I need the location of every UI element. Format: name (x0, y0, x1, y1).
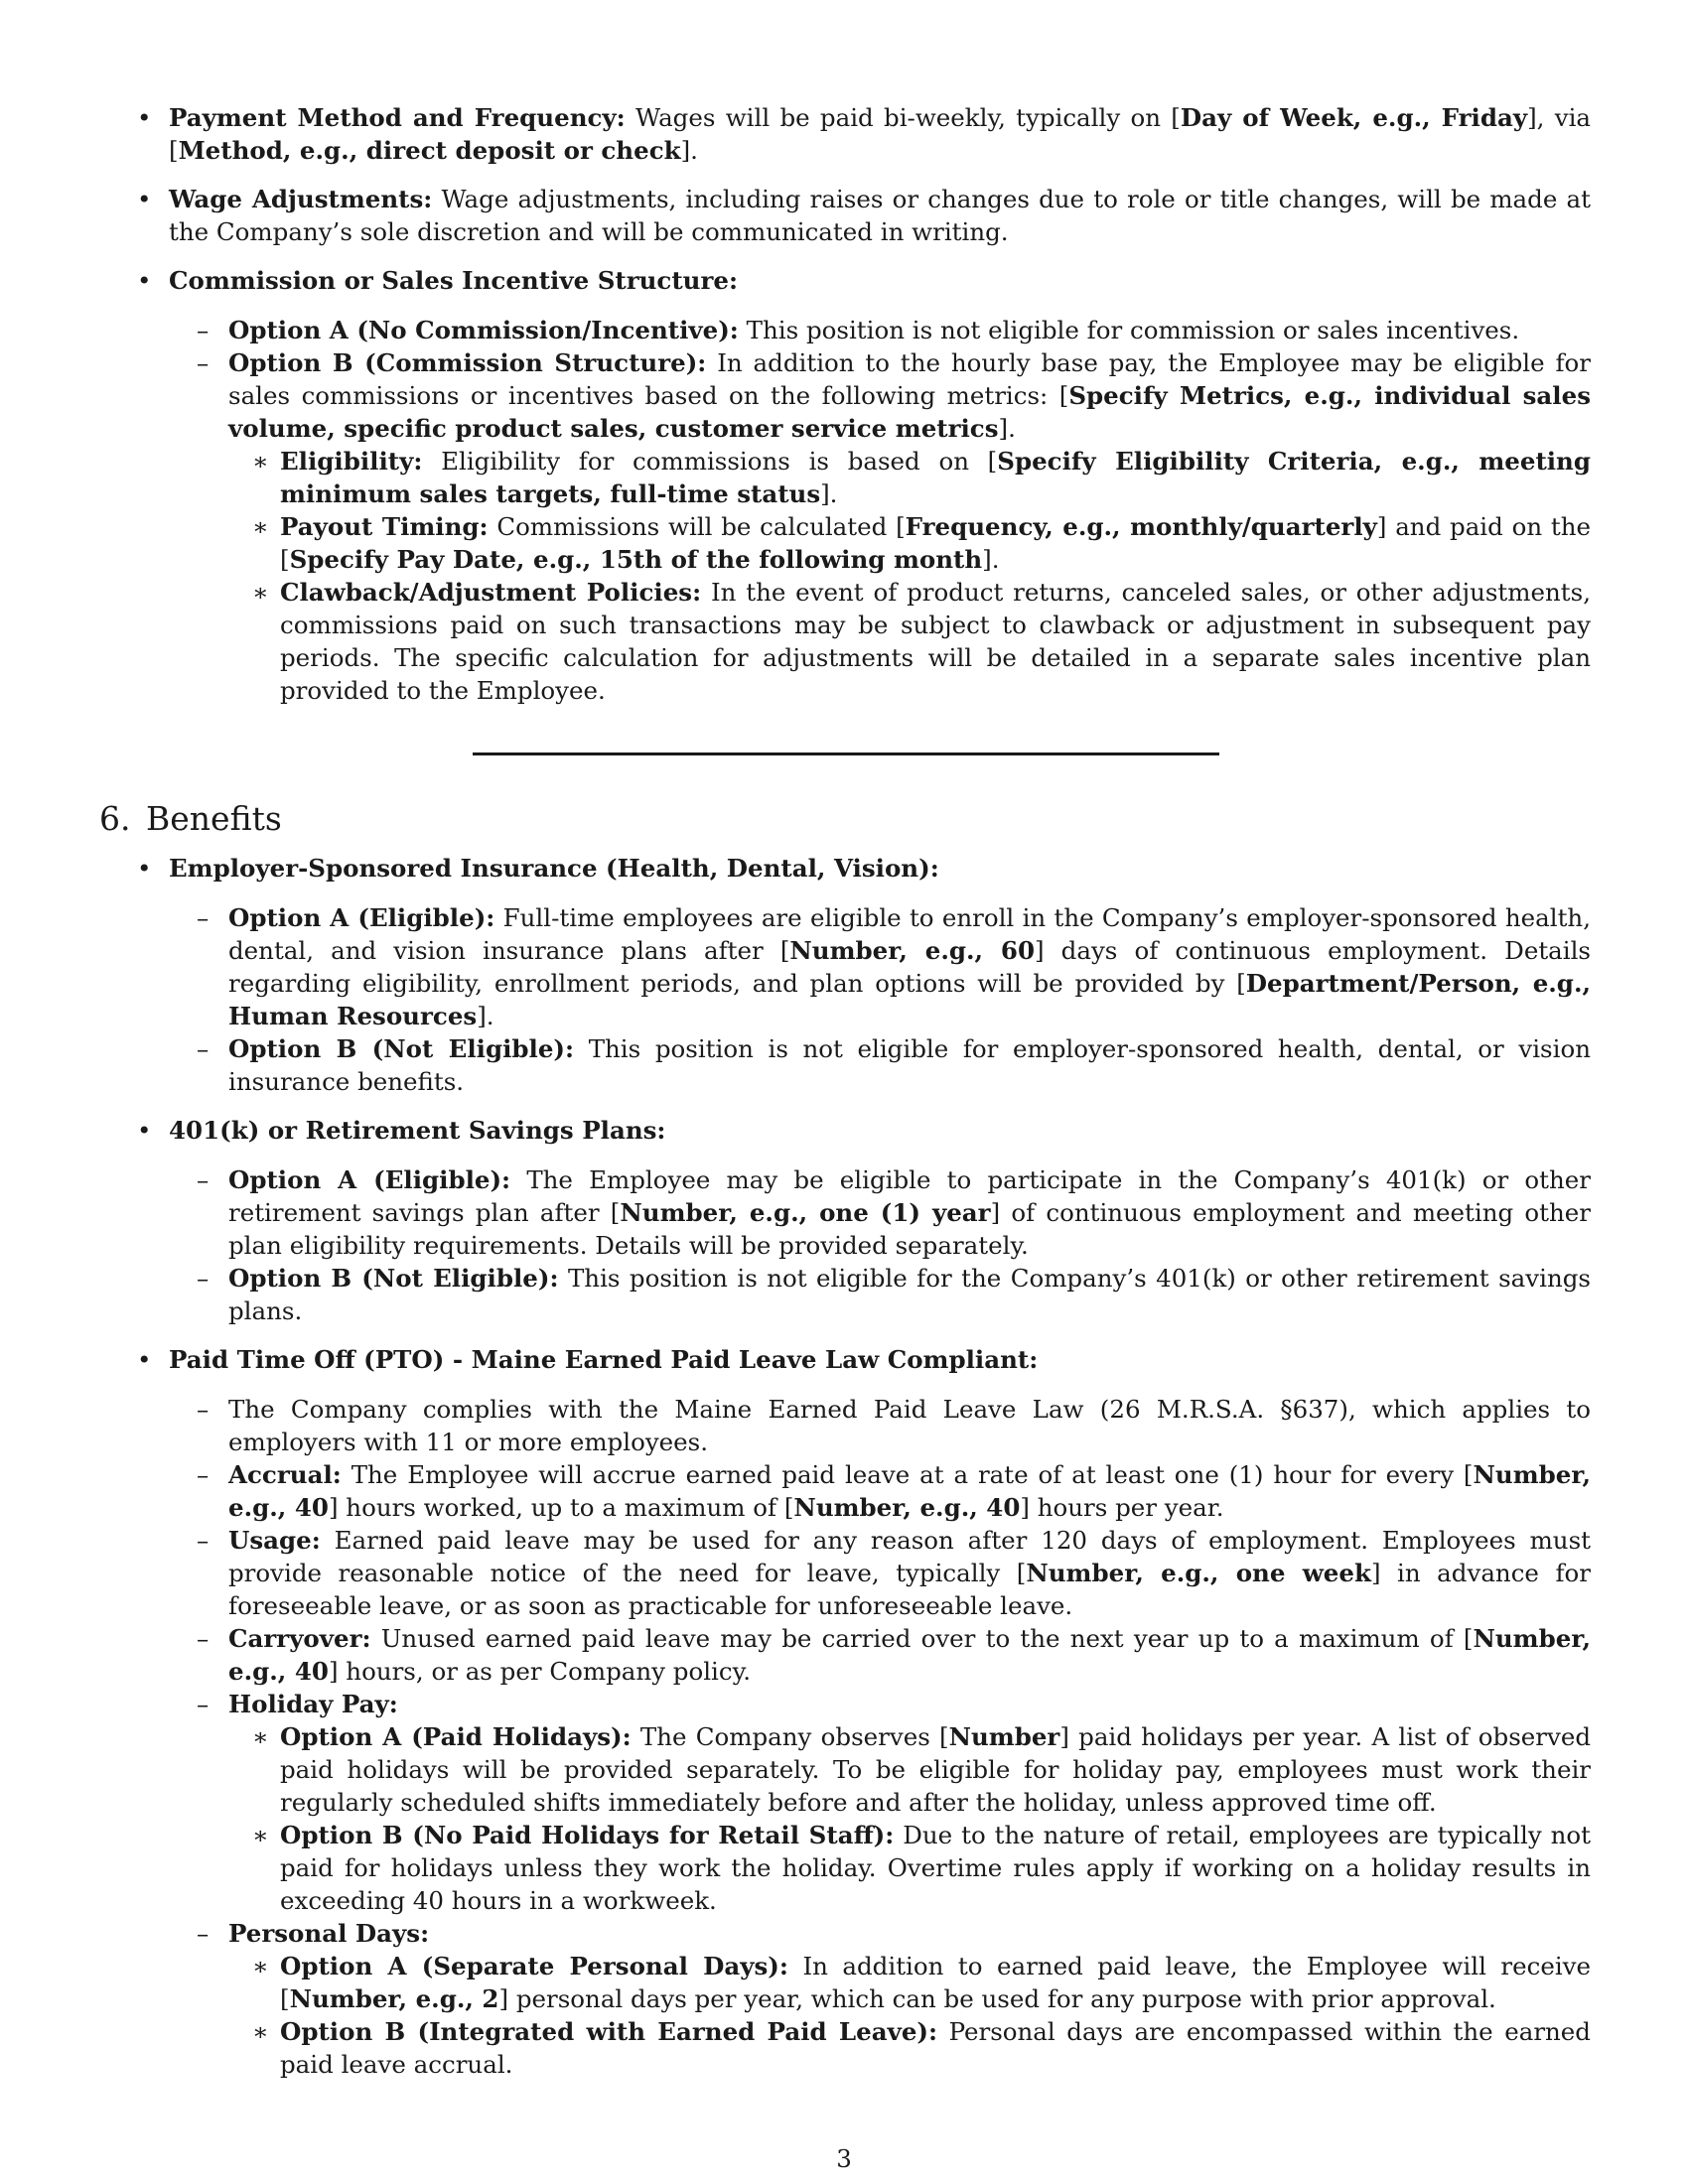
item-label: 401(k) or Retirement Savings Plans: (169, 1116, 666, 1145)
dash-marker: – (197, 1264, 210, 1293)
dash-marker: – (197, 1395, 210, 1424)
placeholder: Department/Person, e.g., Human Resources (228, 969, 1591, 1030)
sub-item-retirement-option-b: – Option B (Not Eligible): This position is not eligible for the Company’s 401(k) or other retirement savings plans. (197, 1264, 1591, 1325)
section-number: 6. (99, 799, 131, 838)
sub-item-retirement-option-a: – Option A (Eligible): The Employee may be eligible to participate in the Company’s 401(k) or other retirement savings plan after [Number, e.g., one (1) year] of continuous employment and meeting other plan eligibility requirements. Details will be provided separately. (197, 1165, 1591, 1260)
asterisk-marker: ∗ (252, 1722, 269, 1751)
placeholder: Number, e.g., 40 (228, 1460, 1591, 1522)
list-item-insurance (137, 852, 1591, 885)
asterisk-marker: ∗ (252, 1821, 269, 1849)
page-number: 3 (836, 2144, 852, 2173)
placeholder: Number, e.g., 2 (289, 1984, 499, 2013)
item-label: Payment Method and Frequency: (169, 103, 626, 132)
sub-item-pto-intro: – The Company complies with the Maine Earned Paid Leave Law (26 M.R.S.A. §637), which applies to employers with 11 or more employees. (197, 1395, 1591, 1456)
dash-marker: – (197, 903, 210, 932)
sub-sub-item-personal-option-a: ∗ Option A (Separate Personal Days): In addition to earned paid leave, the Employee will receive [Number, e.g., 2] personal days per year, which can be used for any purpose with prior approval. (252, 1952, 1591, 2013)
placeholder: Number, e.g., 40 (228, 1624, 1591, 1686)
asterisk-marker: ∗ (252, 447, 269, 476)
list-item-retirement (137, 1114, 1591, 1147)
sub-sub-item-holiday-option-b: ∗ Option B (No Paid Holidays for Retail Staff): Due to the nature of retail, employees are typically not paid for holidays unless they work the holiday. Overtime rules apply if working on a holiday results in exceeding 40 hours in a workweek. (252, 1821, 1591, 1915)
section-title: Benefits (146, 799, 282, 838)
list-item-pto (137, 1343, 1591, 1376)
dash-marker: – (197, 1034, 210, 1063)
sub-item-pto-accrual: – Accrual: The Employee will accrue earned paid leave at a rate of at least one (1) hour for every [Number, e.g., 40] hours worked, up to a maximum of [Number, e.g., 40] hours per year. (197, 1460, 1591, 1522)
bullet-icon: • (137, 103, 152, 132)
placeholder: Specify Pay Date, e.g., 15th of the following month (289, 545, 983, 574)
list-item-payment: • Payment Method and Frequency: Wages will be paid bi-weekly, typically on [Day of Week, e.g., Friday], via [Method, e.g., direct deposit or check]. (137, 103, 1592, 165)
sub-sub-item-holiday-option-a: ∗ Option A (Paid Holidays): The Company observes [Number] paid holidays per year. A list of observed paid holidays will be provided separately. To be eligible for holiday pay, employees must work their regularly scheduled shifts immediately before and after the holiday, unless approved time off. (252, 1722, 1592, 1817)
list-item-wage-adjustments: • Wage Adjustments: Wage adjustments, including raises or changes due to role or title changes, will be made at the Company’s sole discretion and will be communicated in writing. (137, 185, 1591, 246)
placeholder: Number, e.g., one (1) year (620, 1198, 991, 1227)
dash-marker: – (197, 316, 210, 344)
sub-sub-item-eligibility: ∗ Eligibility: Eligibility for commissions is based on [Specify Eligibility Criteria, e.g., meeting minimum sales targets, full-time status]. (252, 447, 1592, 508)
sub-sub-item-clawback: ∗ Clawback/Adjustment Policies: In the event of product returns, canceled sales, or other adjustments, commissions paid on such transactions may be subject to clawback or adjustment in subsequent pay periods. The specific calculation for adjustments will be detailed in a separate sales incentive plan provided to the Employee. (252, 578, 1591, 705)
item-label: Commission or Sales Incentive Structure: (169, 266, 739, 295)
dash-marker: – (197, 348, 210, 377)
asterisk-marker: ∗ (252, 1952, 269, 1980)
bullet-icon: • (137, 854, 152, 883)
item-label: Paid Time Off (PTO) - Maine Earned Paid Leave Law Compliant: (169, 1345, 1039, 1374)
section-heading (99, 797, 282, 841)
horizontal-rule (473, 752, 1219, 755)
placeholder: Specify Eligibility Criteria, e.g., meeting minimum sales targets, full-time status (280, 447, 1592, 508)
dash-marker: – (197, 1526, 210, 1555)
sub-item-pto-carryover: – Carryover: Unused earned paid leave may be carried over to the next year up to a maximum of [Number, e.g., 40] hours, or as per Company policy. (197, 1624, 1591, 1686)
bullet-icon: • (137, 185, 152, 213)
sub-item-commission-option-b: – Option B (Commission Structure): In addition to the hourly base pay, the Employee may be eligible for sales commissions or incentives based on the following metrics: [Specify Metrics, e.g., individual sales volume, specific product sales, customer service metrics]. (197, 348, 1592, 443)
list-item-commission (137, 264, 1591, 297)
asterisk-marker: ∗ (252, 2017, 269, 2046)
sub-sub-item-payout-timing: ∗ Payout Timing: Commissions will be calculated [Frequency, e.g., monthly/quarterly] and paid on the [Specify Pay Date, e.g., 15th of the following month]. (252, 512, 1591, 574)
placeholder: Frequency, e.g., monthly/quarterly (905, 512, 1377, 541)
item-label: Employer-Sponsored Insurance (Health, Dental, Vision): (169, 854, 939, 883)
placeholder: Day of Week, e.g., Friday (1180, 103, 1528, 132)
placeholder: Number (948, 1722, 1060, 1751)
dash-marker: – (197, 1919, 210, 1948)
sub-sub-item-personal-option-b: ∗ Option B (Integrated with Earned Paid Leave): Personal days are encompassed within the earned paid leave accrual. (252, 2017, 1591, 2079)
bullet-icon: • (137, 1116, 152, 1145)
dash-marker: – (197, 1165, 210, 1194)
dash-marker: – (197, 1690, 210, 1718)
asterisk-marker: ∗ (252, 578, 269, 607)
sub-item-pto-personal-days: – Personal Days: (197, 1919, 430, 1948)
bullet-icon: • (137, 266, 152, 295)
sub-item-insurance-option-b: – Option B (Not Eligible): This position is not eligible for employer-sponsored health, dental, or vision insurance benefits. (197, 1034, 1591, 1096)
bullet-icon: • (137, 1345, 152, 1374)
placeholder: Method, e.g., direct deposit or check (178, 136, 681, 165)
sub-item-insurance-option-a: – Option A (Eligible): Full-time employees are eligible to enroll in the Company’s employer-sponsored health, dental, and vision insurance plans after [Number, e.g., 60] days of continuous employment. Details regarding eligibility, enrollment periods, and plan options will be provided by [Department/Person, e.g., Human Resources]. (197, 903, 1592, 1030)
dash-marker: – (197, 1460, 210, 1489)
placeholder: Number, e.g., 40 (793, 1493, 1021, 1522)
placeholder: Number, e.g., 60 (789, 936, 1035, 965)
asterisk-marker: ∗ (252, 512, 269, 541)
placeholder: Specify Metrics, e.g., individual sales volume, specific product sales, customer service metrics (228, 381, 1591, 443)
sub-item-commission-option-a: – Option A (No Commission/Incentive): This position is not eligible for commission or sales incentives. (197, 316, 1520, 344)
sub-item-pto-holiday-pay: – Holiday Pay: (197, 1690, 398, 1718)
placeholder: Number, e.g., one week (1026, 1559, 1371, 1587)
sub-item-pto-usage: – Usage: Earned paid leave may be used for any reason after 120 days of employment. Employees must provide reasonable notice of the need for leave, typically [Number, e.g., one week] in advance for foreseeable leave, or as soon as practicable for unforeseeable leave. (197, 1526, 1591, 1620)
item-label: Wage Adjustments: (169, 185, 433, 213)
dash-marker: – (197, 1624, 210, 1653)
